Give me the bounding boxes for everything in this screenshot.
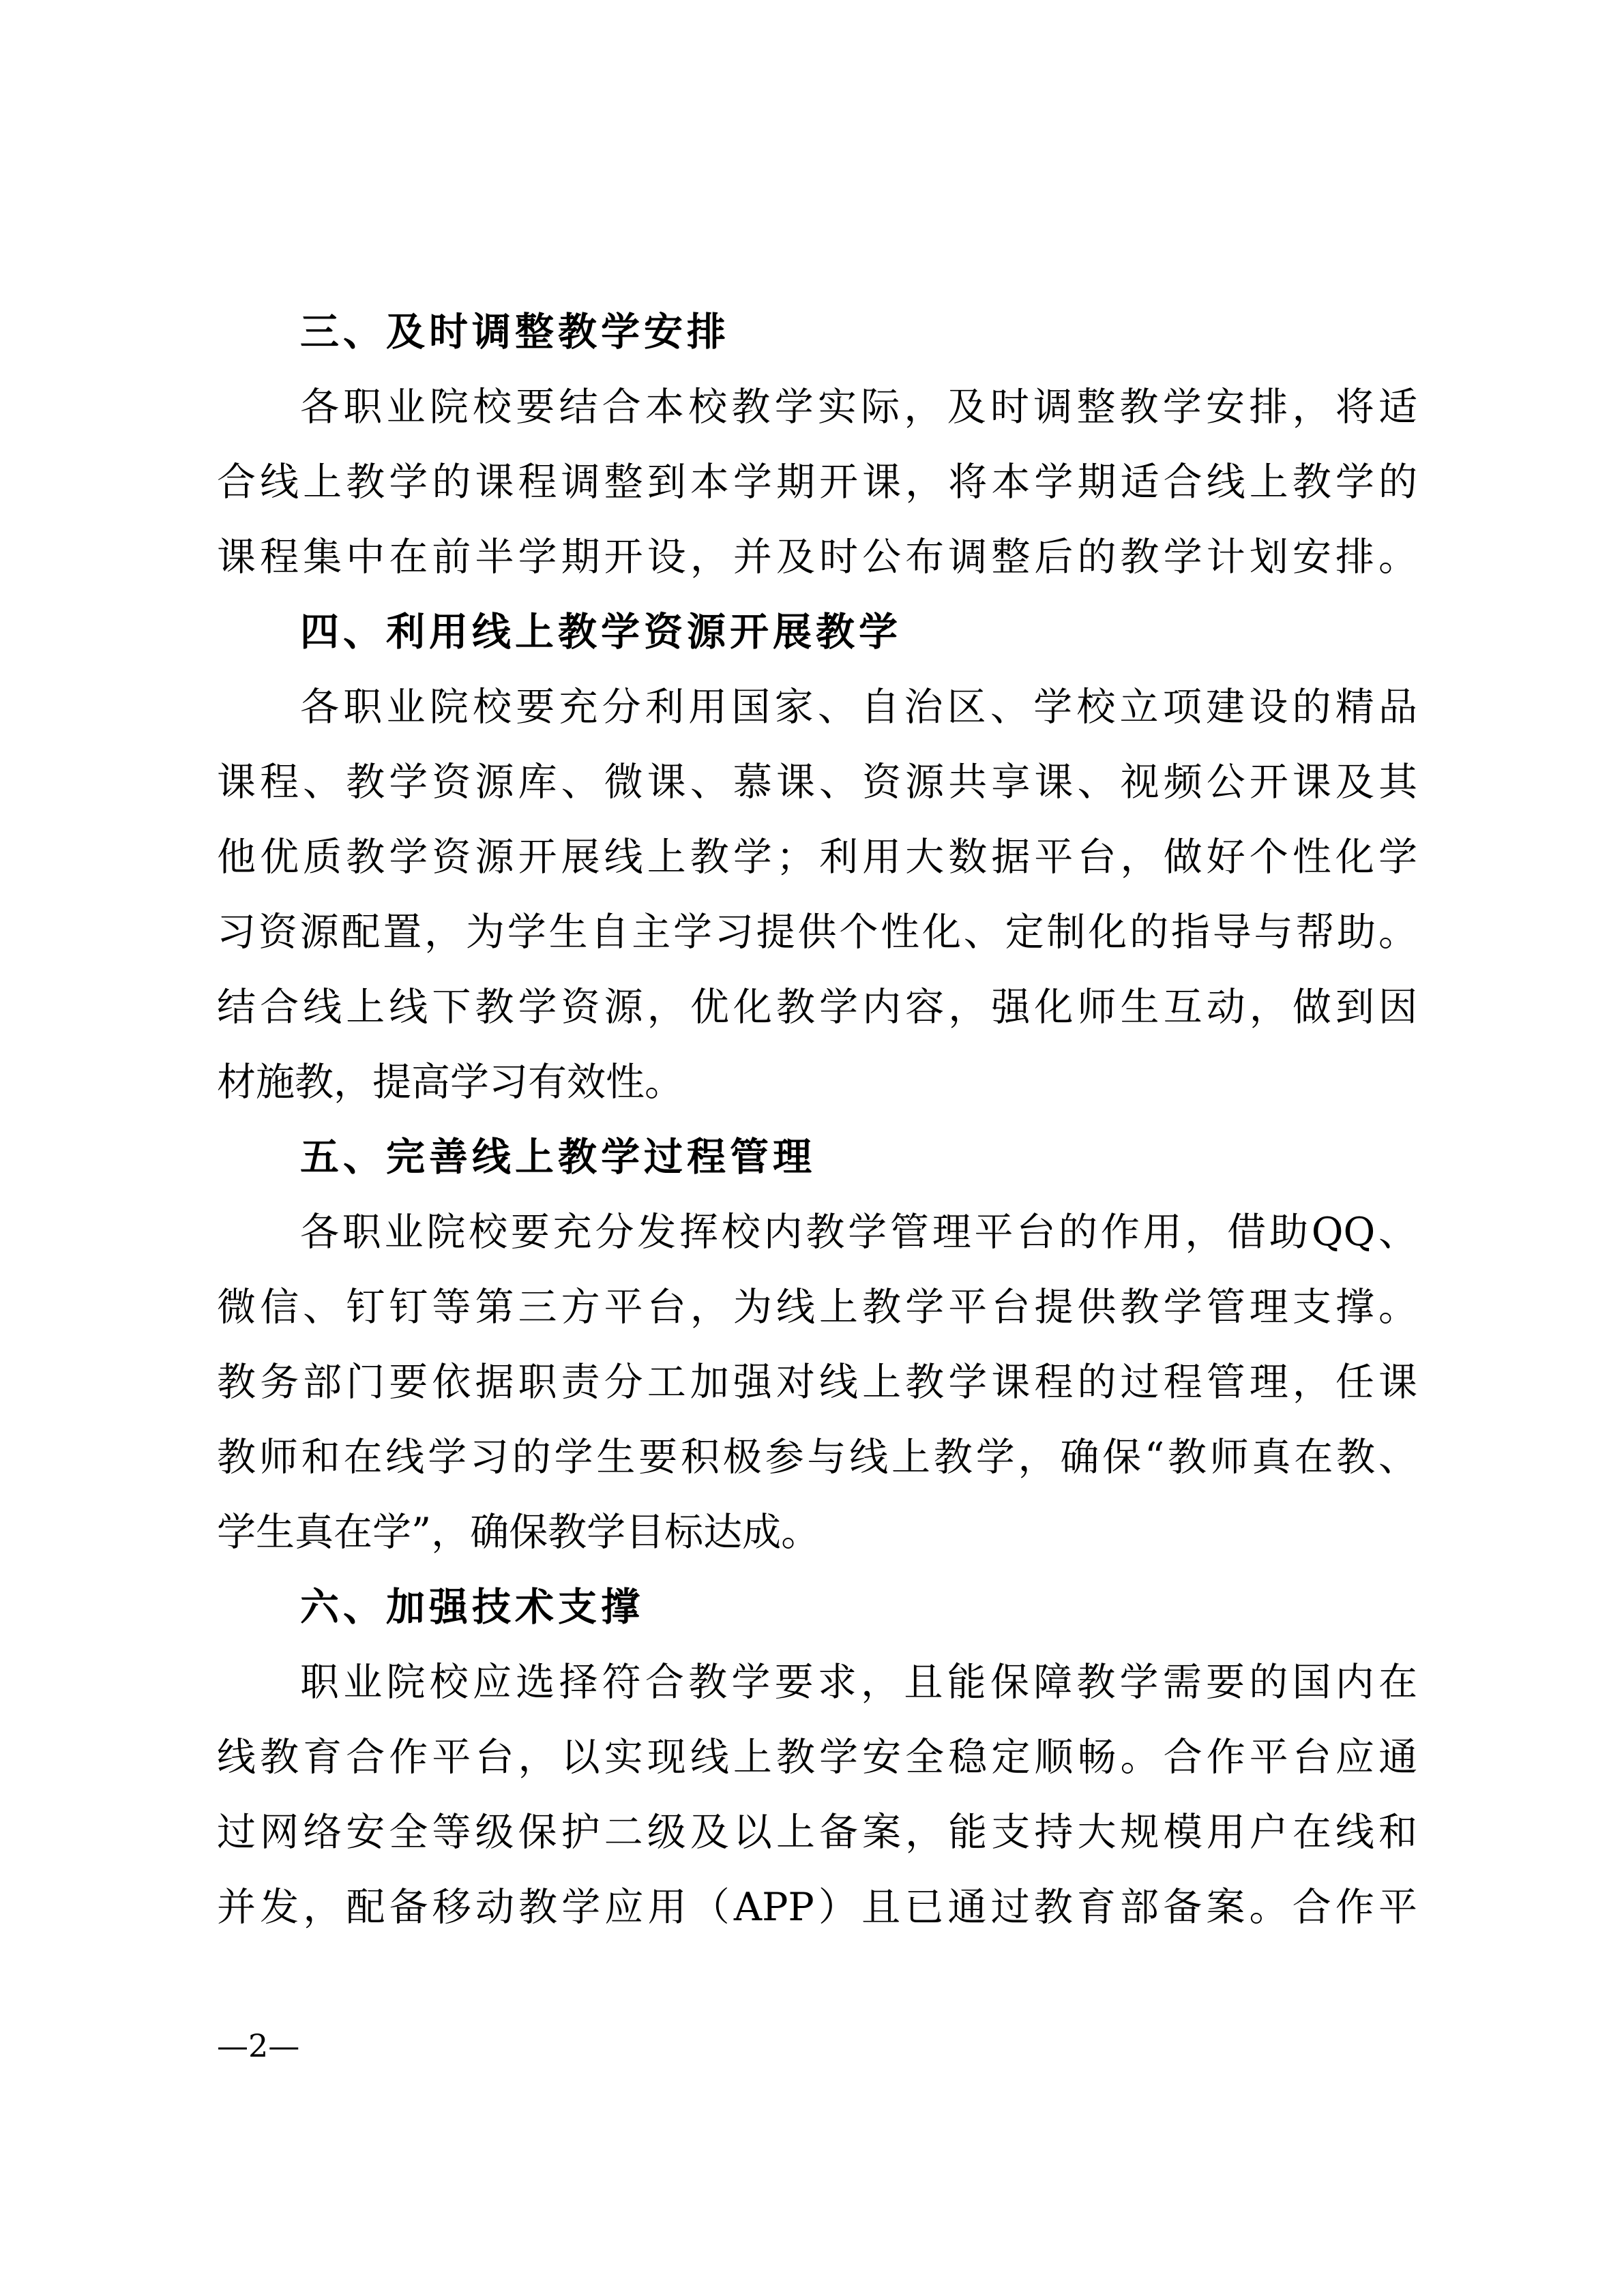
paragraph-line: 教师和在线学习的学生要积极参与线上教学，确保“教师真在教、 xyxy=(217,1435,1417,1480)
paragraph-line: 微信、钉钉等第三方平台，为线上教学平台提供教学管理支撑。 xyxy=(217,1285,1417,1330)
paragraph-line: 教务部门要依据职责分工加强对线上教学课程的过程管理，任课 xyxy=(217,1360,1417,1405)
paragraph-line: 习资源配置，为学生自主学习提供个性化、定制化的指导与帮助。 xyxy=(217,910,1417,955)
paragraph-line: 各职业院校要充分发挥校内教学管理平台的作用，借助QQ、 xyxy=(300,1210,1417,1255)
paragraph-line: 并发，配备移动教学应用（APP）且已通过教育部备案。合作平 xyxy=(217,1885,1417,1930)
section-heading-4: 四、利用线上教学资源开展教学 xyxy=(300,610,902,655)
paragraph-line: 学生真在学”，确保教学目标达成。 xyxy=(217,1510,821,1555)
paragraph-line: 职业院校应选择符合教学要求，且能保障教学需要的国内在 xyxy=(300,1660,1417,1705)
page-number: —2— xyxy=(217,2027,300,2064)
paragraph-line: 结合线上线下教学资源，优化教学内容，强化师生互动，做到因 xyxy=(217,985,1417,1030)
section-heading-3: 三、及时调整教学安排 xyxy=(300,310,730,355)
paragraph-line: 课程集中在前半学期开设，并及时公布调整后的教学计划安排。 xyxy=(217,535,1417,580)
paragraph-line: 线教育合作平台，以实现线上教学安全稳定顺畅。合作平台应通 xyxy=(217,1735,1417,1780)
paragraph-line: 过网络安全等级保护二级及以上备案，能支持大规模用户在线和 xyxy=(217,1810,1417,1855)
paragraph-line: 课程、教学资源库、微课、慕课、资源共享课、视频公开课及其 xyxy=(217,760,1417,805)
paragraph-line: 各职业院校要结合本校教学实际，及时调整教学安排，将适 xyxy=(300,385,1417,430)
paragraph-line: 他优质教学资源开展线上教学；利用大数据平台，做好个性化学 xyxy=(217,835,1417,880)
section-heading-5: 五、完善线上教学过程管理 xyxy=(300,1135,816,1180)
section-heading-6: 六、加强技术支撑 xyxy=(300,1585,644,1630)
paragraph-line: 各职业院校要充分利用国家、自治区、学校立项建设的精品 xyxy=(300,685,1417,730)
paragraph-line: 材施教，提高学习有效性。 xyxy=(217,1060,683,1105)
paragraph-line: 合线上教学的课程调整到本学期开课，将本学期适合线上教学的 xyxy=(217,460,1417,505)
